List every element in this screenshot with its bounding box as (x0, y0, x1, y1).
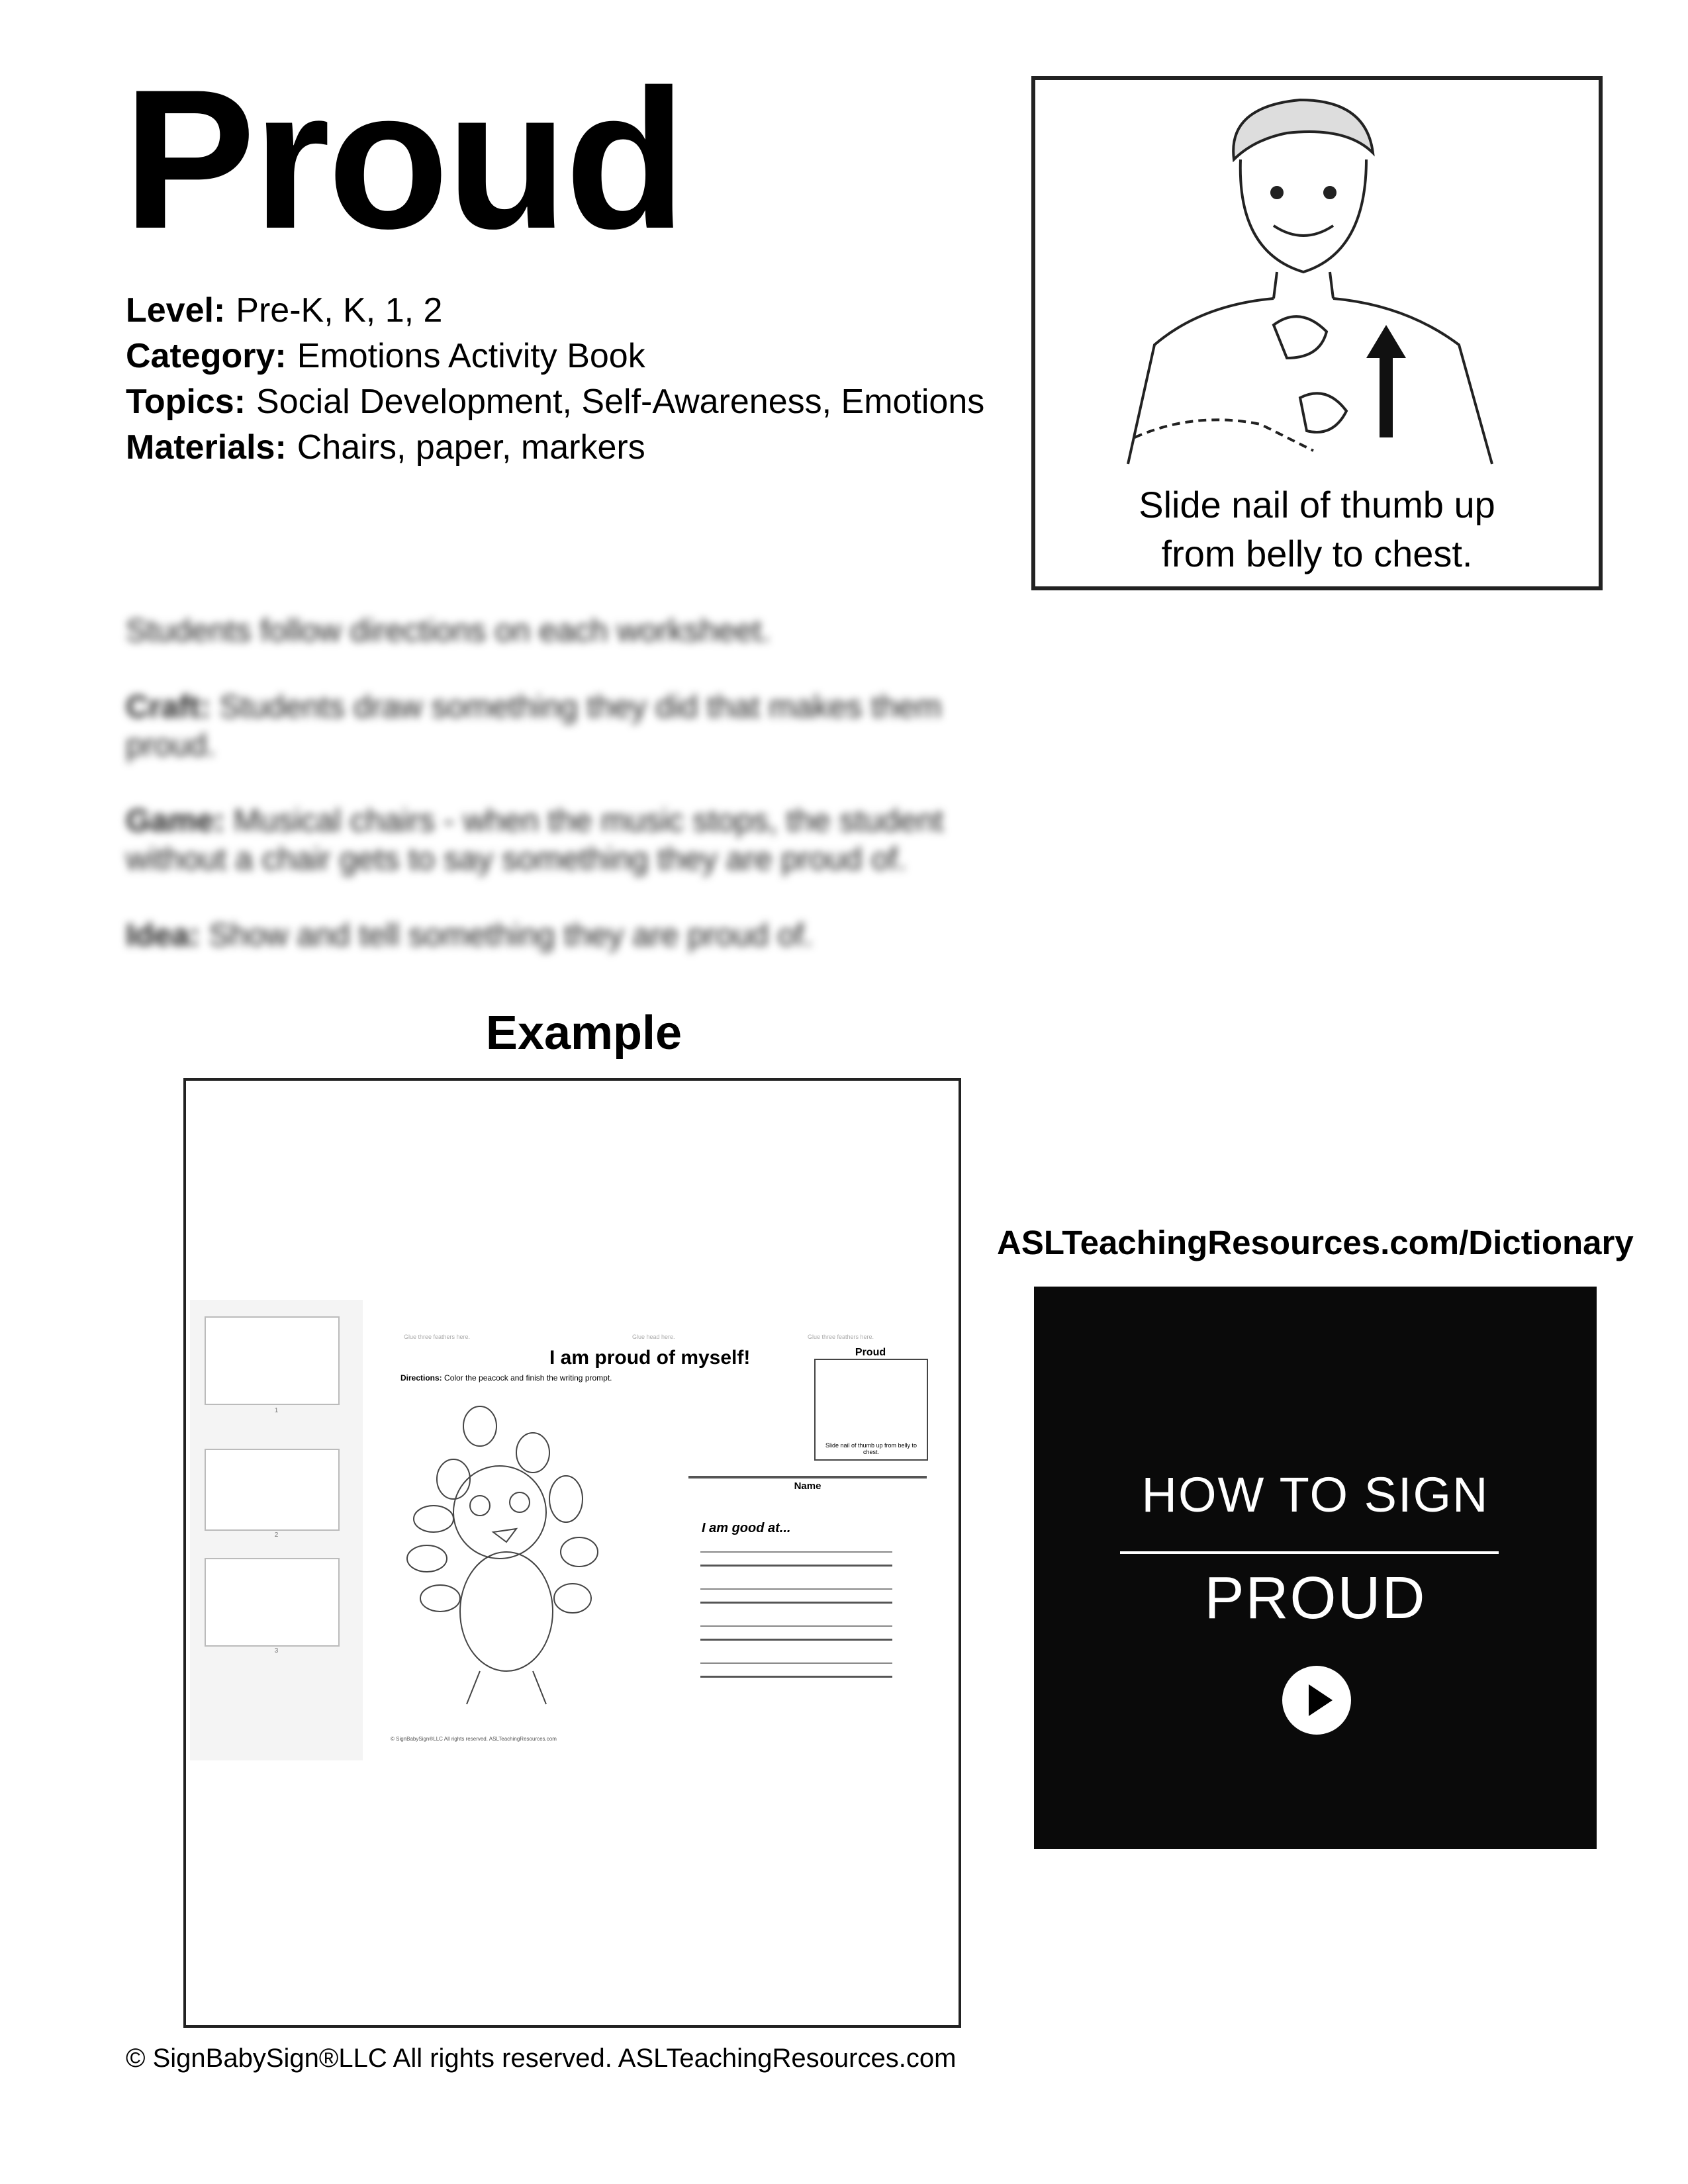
writing-prompt: I am good at... (702, 1521, 791, 1535)
thumbnail-strip (190, 1300, 363, 1760)
sign-caption (1035, 480, 1599, 578)
craft-label: Craft: (126, 690, 211, 725)
thumbnail-page-1 (205, 1316, 340, 1405)
guide-center: Glue head here. (632, 1334, 675, 1340)
category-line (126, 339, 645, 373)
name-label: Name (794, 1480, 821, 1492)
copyright-footer: © SignBabySign®LLC All rights reserved. ASLTeachingResources.com (126, 2044, 957, 2073)
game-label: Game: (126, 803, 225, 839)
idea-label: Idea: (126, 918, 201, 953)
example-heading: Example (485, 1007, 682, 1060)
worksheet-footer: © SignBabySign®LLC All rights reserved. ASLTeachingResources.com (391, 1736, 557, 1742)
sign-caption-line-1: Slide nail of thumb up (1139, 484, 1495, 525)
materials-value: Chairs, paper, markers (297, 428, 645, 467)
dictionary-link[interactable]: ASLTeachingResources.com/Dictionary (997, 1224, 1634, 1261)
materials-label: Materials: (126, 428, 287, 467)
worksheet-sign-box (814, 1359, 928, 1461)
level-label: Level: (126, 291, 226, 330)
worksheet-title: I am proud of myself! (549, 1347, 751, 1369)
topics-value: Social Development, Self-Awareness, Emotions (256, 383, 985, 421)
page-title: Proud (123, 48, 684, 270)
directions-text: Color the peacock and finish the writing prompt. (444, 1373, 612, 1383)
thumbnail-page-3 (205, 1558, 340, 1647)
worksheet-sign-caption: Slide nail of thumb up from belly to chest. (825, 1442, 917, 1455)
signing-boy-illustration (1035, 80, 1599, 477)
category-value: Emotions Activity Book (297, 337, 645, 375)
topics-label: Topics: (126, 383, 246, 421)
video-line-1: HOW TO SIGN (1141, 1467, 1489, 1522)
play-icon[interactable] (1282, 1666, 1351, 1735)
name-line (688, 1476, 927, 1479)
directions-label: Directions: (400, 1373, 442, 1383)
category-label: Category: (126, 337, 287, 375)
idea-text: Show and tell something they are proud of. (209, 918, 813, 953)
blurred-intro: Students follow directions on each worksheet. (126, 614, 771, 649)
game-text: Musical chairs - when the music stops, the student without a chair gets to say something they are proud of. (126, 803, 944, 877)
how-to-sign-video[interactable] (1034, 1287, 1597, 1849)
level-line (126, 293, 442, 328)
blurred-game (126, 802, 1053, 879)
topics-line (126, 385, 984, 419)
thumbnail-number: 1 (274, 1407, 279, 1414)
guide-right: Glue three feathers here. (808, 1334, 874, 1340)
guide-left: Glue three feathers here. (404, 1334, 471, 1340)
thumbnail-number: 2 (274, 1531, 279, 1539)
video-line-2: PROUD (1204, 1565, 1427, 1631)
sign-caption-line-2: from belly to chest. (1161, 533, 1473, 574)
writing-lines (700, 1542, 892, 1694)
level-value: Pre-K, K, 1, 2 (236, 291, 443, 330)
materials-line (126, 430, 645, 465)
example-worksheet (391, 1327, 940, 1747)
worksheet-sign-word: Proud (855, 1347, 886, 1358)
sign-illustration-box (1031, 76, 1603, 590)
blurred-idea (126, 917, 1053, 955)
blurred-craft (126, 688, 986, 765)
thumbnail-page-2 (205, 1449, 340, 1531)
worksheet-directions (400, 1373, 612, 1383)
craft-text: Students draw something they did that makes them proud. (126, 690, 942, 763)
thumbnail-number: 3 (274, 1647, 279, 1655)
peacock-illustration (400, 1400, 599, 1717)
video-divider (1120, 1551, 1499, 1554)
